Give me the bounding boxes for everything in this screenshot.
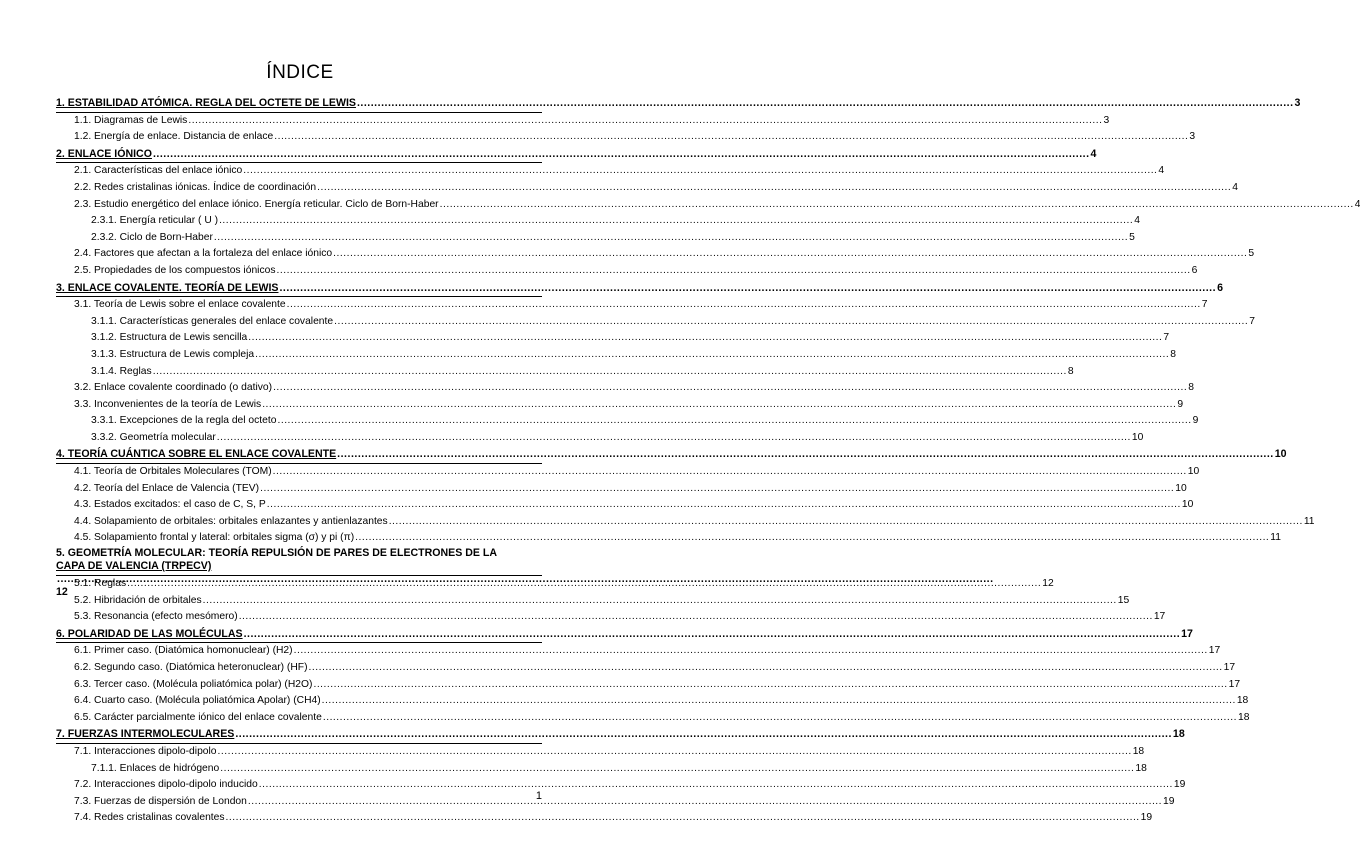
toc-entry-page: 5: [1248, 248, 1255, 260]
toc-entry-page: 7: [1163, 332, 1170, 344]
toc-entry-page: 8: [1067, 365, 1074, 377]
toc-dot-leader: [355, 530, 1269, 547]
toc-entry-title: 4.3. Estados excitados: el caso de C, S, P: [74, 499, 266, 511]
toc-section-entry[interactable]: [56, 146, 1097, 164]
toc-dot-leader: [244, 626, 1181, 643]
toc-entry-page: 9: [1177, 398, 1184, 410]
toc-subsection-entry[interactable]: [56, 794, 1175, 811]
toc-dot-leader: [357, 95, 1294, 112]
toc-entry-title: 3.1.1. Características generales del enlace covalente: [91, 315, 334, 327]
toc-subsection-entry[interactable]: [56, 297, 1208, 314]
toc-dot-leader: [274, 129, 1188, 146]
toc-dot-leader: [226, 810, 1140, 827]
toc-entry-page: 9: [1192, 415, 1199, 427]
toc-dot-leader: [243, 163, 1157, 180]
toc-entry-title: 2.3.1. Energía reticular ( U ): [91, 215, 219, 227]
toc-dot-leader: [260, 481, 1174, 498]
toc-dot-leader: [317, 180, 1231, 197]
table-of-contents: [56, 95, 1360, 827]
toc-entry-page: 18: [1237, 711, 1250, 723]
toc-entry-page: 19: [1173, 779, 1186, 791]
toc-entry-title: 7.2. Interacciones dipolo-dipolo inducido: [74, 779, 258, 791]
toc-entry-page: 5: [1129, 231, 1135, 243]
toc-dot-leader: [323, 710, 1237, 727]
toc-dot-leader: [262, 397, 1176, 414]
page-title: ÍNDICE: [266, 62, 334, 83]
toc-entry-page: 4: [1354, 198, 1360, 210]
toc-entry-page: 3: [1103, 114, 1110, 126]
toc-entry-page: 15: [1117, 594, 1130, 606]
toc-subsubsection-entry[interactable]: [56, 430, 1144, 447]
toc-entry-title: 4.5. Solapamiento frontal y lateral: orbitales sigma (σ) y pi (π): [74, 532, 355, 544]
toc-subsection-entry[interactable]: [56, 514, 1315, 531]
toc-section-entry[interactable]: [56, 726, 1185, 744]
toc-dot-leader: [255, 347, 1169, 364]
toc-entry-title: 4.4. Solapamiento de orbitales: orbitales enlazantes y antienlazantes: [74, 515, 388, 527]
toc-entry-title: 2.1. Características del enlace iónico: [74, 165, 243, 177]
toc-entry-page: 4: [1134, 215, 1140, 227]
toc-subsubsection-entry[interactable]: [56, 761, 1147, 778]
toc-dot-leader: [219, 213, 1133, 230]
toc-entry-page: 10: [1181, 499, 1194, 511]
toc-entry-title: 7. FUERZAS INTERMOLECULARES: [56, 728, 235, 741]
toc-entry-title: 3.1.2. Estructura de Lewis sencilla: [91, 332, 248, 344]
toc-dot-leader: [276, 263, 1190, 280]
toc-subsubsection-entry[interactable]: [56, 213, 1140, 230]
toc-entry-page: 3: [1189, 131, 1196, 143]
toc-entry-title: 1.1. Diagramas de Lewis: [74, 114, 188, 126]
toc-entry-title: 2.2. Redes cristalinas iónicas. Índice de coordinación: [74, 181, 317, 193]
toc-entry-title: 7.4. Redes cristalinas covalentes: [74, 812, 225, 824]
toc-entry-title: 3.3.2. Geometría molecular: [91, 431, 216, 443]
toc-dot-leader: [239, 609, 1153, 626]
toc-entry-title: 2.3.2. Ciclo de Born-Haber: [91, 231, 213, 243]
toc-entry-title: 2.4. Factores que afectan a la fortaleza del enlace iónico: [74, 248, 333, 260]
toc-entry-title: 4. TEORÍA CUÁNTICA SOBRE EL ENLACE COVALENTE: [56, 448, 337, 461]
toc-subsection-entry[interactable]: [56, 497, 1194, 514]
toc-entry-title: 3. ENLACE COVALENTE. TEORÍA DE LEWIS: [56, 281, 279, 294]
toc-dot-leader: [287, 297, 1201, 314]
toc-entry-title: 5. GEOMETRÍA MOLECULAR: TEORÍA REPULSIÓN DE PARES DE ELECTRONES DE LA: [56, 547, 498, 560]
toc-entry-title: 1. ESTABILIDAD ATÓMICA. REGLA DEL OCTETE DE LEWIS: [56, 97, 356, 109]
toc-entry-title: 5.1. Reglas: [74, 578, 127, 590]
toc-subsection-entry[interactable]: [56, 464, 1200, 481]
toc-section-entry[interactable]: [56, 280, 1223, 298]
toc-dot-leader: [313, 677, 1227, 694]
toc-entry-page: 19: [1163, 795, 1175, 807]
toc-dot-leader: [259, 777, 1173, 794]
toc-subsection-entry[interactable]: [56, 481, 1187, 498]
toc-dot-leader: [153, 146, 1090, 163]
toc-subsection-entry[interactable]: [56, 744, 1145, 761]
toc-dot-leader: [248, 794, 1162, 811]
toc-entry-title: 4.1. Teoría de Orbitales Moleculares (TOM): [74, 466, 272, 478]
toc-entry-page: 17: [1223, 662, 1236, 673]
toc-subsection-entry[interactable]: [56, 397, 1184, 414]
toc-dot-leader: [337, 446, 1274, 463]
toc-section-entry[interactable]: [56, 95, 1301, 113]
toc-entry-page: 11: [1270, 532, 1281, 544]
toc-entry-page: 12: [1042, 578, 1054, 590]
toc-dot-leader: [127, 576, 1041, 593]
toc-dot-leader: [273, 464, 1187, 481]
toc-entry-title: 2. ENLACE IÓNICO: [56, 147, 152, 160]
toc-dot-leader: [153, 364, 1067, 381]
toc-entry-page: 18: [1132, 745, 1145, 757]
toc-subsection-entry[interactable]: [56, 660, 1236, 677]
toc-dot-leader: [248, 330, 1162, 347]
toc-dot-leader: [277, 413, 1191, 430]
toc-entry-title: 1.2. Energía de enlace. Distancia de enlace: [74, 131, 274, 143]
toc-dot-leader: [333, 246, 1247, 263]
toc-entry-page: 7: [1249, 315, 1255, 327]
toc-subsection-entry[interactable]: [56, 246, 1255, 263]
toc-entry-page: 17: [1181, 627, 1193, 640]
toc-entry-page: 10: [1175, 482, 1187, 494]
toc-subsection-entry[interactable]: [56, 530, 1281, 547]
toc-entry-page: 4: [1232, 181, 1238, 193]
toc-entry-title: 3.1. Teoría de Lewis sobre el enlace covalente: [74, 299, 286, 311]
toc-entry-page: 18: [1236, 695, 1249, 707]
toc-subsubsection-entry[interactable]: [56, 230, 1135, 247]
toc-entry-page: 17: [1208, 645, 1221, 657]
toc-subsubsection-entry[interactable]: [56, 330, 1170, 347]
toc-dot-leader: [188, 113, 1102, 130]
toc-entry-title: 3.2. Enlace covalente coordinado (o dativo): [74, 382, 273, 394]
toc-subsubsection-entry[interactable]: [56, 314, 1255, 331]
toc-entry-title: 7.3. Fuerzas de dispersión de London: [74, 795, 247, 807]
toc-dot-leader: [389, 514, 1303, 531]
toc-subsection-entry[interactable]: [56, 609, 1166, 626]
toc-dot-leader: [294, 643, 1208, 660]
toc-entry-title: 2.3. Estudio energético del enlace iónico. Energía reticular. Ciclo de Born-Haber: [74, 198, 439, 210]
toc-subsubsection-entry[interactable]: [56, 413, 1199, 430]
toc-dot-leader: [220, 761, 1134, 778]
toc-entry-page: 12: [56, 586, 68, 599]
page-number: 1: [535, 790, 542, 802]
toc-entry-page: 10: [1187, 466, 1200, 478]
toc-entry-title: 6.2. Segundo caso. (Diatómica heteronuclear) (HF): [74, 662, 308, 673]
toc-entry-title-continued: CAPA DE VALENCIA (TRPECV): [56, 560, 212, 573]
toc-subsection-entry[interactable]: [56, 180, 1238, 197]
toc-entry-page: 4: [1090, 147, 1097, 160]
toc-dot-leader: [218, 744, 1132, 761]
toc-entry-page: 18: [1135, 762, 1147, 774]
toc-subsection-entry[interactable]: [56, 576, 1054, 593]
toc-subsection-entry[interactable]: [56, 810, 1153, 827]
toc-entry-title: 6.5. Carácter parcialmente iónico del enlace covalente: [74, 711, 322, 723]
toc-dot-leader: [267, 497, 1181, 514]
toc-entry-title: 6. POLARIDAD DE LAS MOLÉCULAS: [56, 627, 243, 640]
toc-entry-page: 10: [1131, 431, 1144, 443]
toc-entry-title: 7.1. Interacciones dipolo-dipolo: [74, 745, 217, 757]
toc-subsection-entry[interactable]: [56, 129, 1196, 146]
toc-entry-title: 6.3. Tercer caso. (Molécula poliatómica polar) (H2O): [74, 678, 313, 690]
toc-entry-title: 3.1.3. Estructura de Lewis compleja: [91, 348, 255, 360]
toc-entry-title: 3.3.1. Excepciones de la regla del octeto: [91, 415, 277, 427]
toc-entry-page: 17: [1228, 678, 1241, 690]
toc-entry-page: 3: [1294, 97, 1301, 109]
toc-subsection-entry[interactable]: [56, 163, 1165, 180]
toc-subsubsection-entry[interactable]: [56, 364, 1074, 381]
toc-entry-title: 3.3. Inconvenientes de la teoría de Lewis: [74, 398, 262, 410]
toc-subsection-entry[interactable]: [56, 693, 1249, 710]
toc-entry-title: 5.3. Resonancia (efecto mesómero): [74, 611, 238, 623]
toc-dot-leader: [440, 197, 1354, 214]
toc-entry-title: 7.1.1. Enlaces de hidrógeno: [91, 762, 220, 774]
toc-entry-page: 8: [1170, 348, 1176, 360]
toc-entry-title: 3.1.4. Reglas: [91, 365, 152, 377]
toc-subsubsection-entry[interactable]: [56, 347, 1176, 364]
toc-subsection-entry[interactable]: [56, 677, 1241, 694]
toc-entry-title: 6.4. Cuarto caso. (Molécula poliatómica Apolar) (CH4): [74, 695, 321, 707]
toc-entry-page: 7: [1201, 299, 1208, 311]
toc-dot-leader: [334, 314, 1248, 331]
toc-dot-leader: [309, 660, 1223, 677]
toc-subsection-entry[interactable]: [56, 777, 1186, 794]
toc-subsection-entry[interactable]: [56, 593, 1130, 610]
toc-entry-title: 2.5. Propiedades de los compuestos iónicos: [74, 264, 276, 276]
toc-dot-leader: [279, 280, 1216, 297]
toc-subsection-entry[interactable]: [56, 380, 1194, 397]
toc-subsection-entry[interactable]: [56, 643, 1221, 660]
toc-dot-leader: [322, 693, 1236, 710]
toc-subsection-entry[interactable]: [56, 263, 1198, 280]
toc-dot-leader: [214, 230, 1128, 247]
toc-subsection-entry[interactable]: [56, 113, 1110, 130]
toc-entry-title: 6.1. Primer caso. (Diatómica homonuclear) (H2): [74, 645, 293, 657]
toc-dot-leader: [217, 430, 1131, 447]
toc-section-entry[interactable]: [56, 446, 1287, 464]
toc-entry-page: 18: [1172, 728, 1185, 741]
toc-dot-leader: [203, 593, 1117, 610]
toc-subsection-entry[interactable]: [56, 197, 1360, 214]
toc-entry-title: 5.2. Hibridación de orbitales: [74, 594, 202, 606]
toc-entry-page: 6: [1191, 264, 1198, 276]
toc-entry-page: 11: [1303, 515, 1315, 527]
toc-subsection-entry[interactable]: [56, 710, 1250, 727]
toc-entry-page: 10: [1274, 448, 1287, 461]
toc-dot-leader: [273, 380, 1187, 397]
toc-dot-leader: [235, 726, 1172, 743]
toc-entry-page: 4: [1158, 165, 1165, 177]
toc-entry-page: 6: [1217, 281, 1223, 294]
toc-entry-page: 17: [1153, 611, 1166, 623]
toc-section-entry[interactable]: [56, 626, 1193, 644]
toc-entry-page: 8: [1188, 382, 1194, 394]
toc-entry-title: 4.2. Teoría del Enlace de Valencia (TEV): [74, 482, 260, 494]
toc-entry-page: 19: [1140, 812, 1153, 824]
